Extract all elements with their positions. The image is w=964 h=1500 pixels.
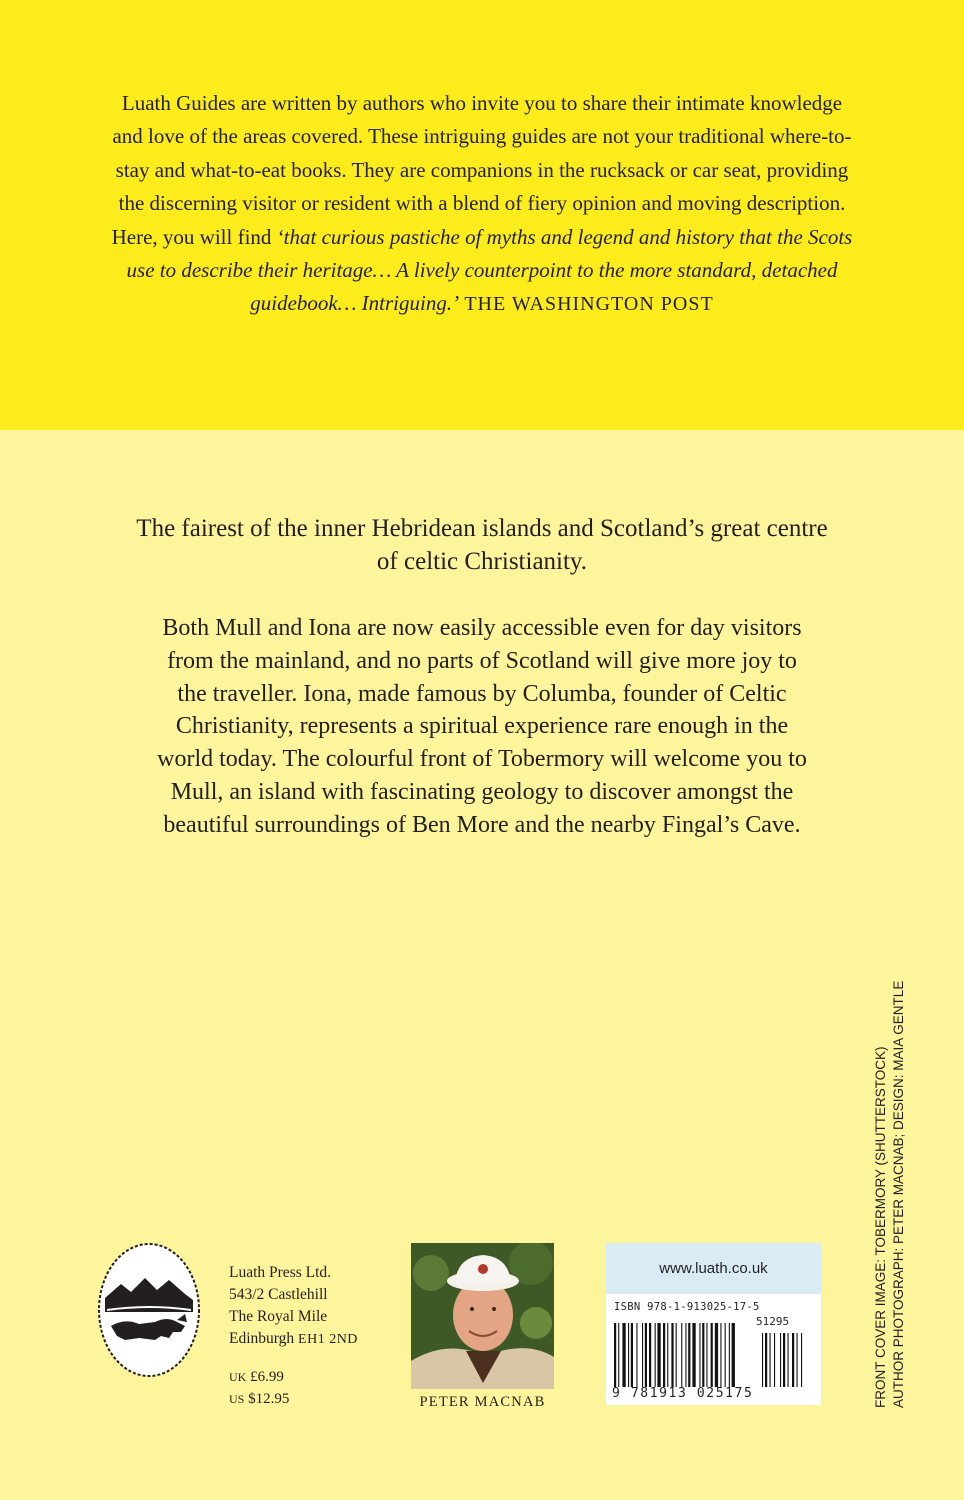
barcode-addon-bar <box>765 1333 767 1387</box>
barcode-addon-bar <box>792 1333 794 1387</box>
credit-author-photo-design: AUTHOR PHOTOGRAPH: PETER MACNAB; DESIGN: MAIA GENTLE <box>891 980 906 1408</box>
barcode-bar <box>732 1323 735 1387</box>
barcode-bar <box>706 1323 707 1387</box>
review-quote: ‘that curious pastiche of myths and legend and history that the Scots use to describe their heritage… A lively counterpoint to the more standard, detached guidebook… Intriguing.’ <box>126 224 853 316</box>
author-portrait-icon <box>411 1243 554 1389</box>
barcode-bar <box>614 1323 616 1387</box>
barcode-bar <box>681 1323 682 1387</box>
price-us <box>229 1388 379 1410</box>
barcode-box <box>606 1243 821 1405</box>
prices <box>229 1366 379 1410</box>
barcode-bar <box>628 1323 629 1387</box>
barcode-bar <box>663 1323 665 1387</box>
barcode-bar <box>711 1323 713 1387</box>
barcode-bar <box>729 1323 730 1387</box>
tagline: The fairest of the inner Hebridean islands and Scotland’s great centre of celtic Christianity. <box>136 515 828 575</box>
barcode-addon-bar <box>797 1333 798 1387</box>
publisher-name: Luath Press Ltd. <box>229 1264 332 1281</box>
barcode-bar <box>655 1323 656 1387</box>
price-us-label: US <box>229 1392 245 1406</box>
barcode-bar <box>631 1323 633 1387</box>
barcode-bar <box>671 1323 673 1387</box>
publisher-address <box>229 1262 399 1351</box>
barcode-addon-bar <box>801 1333 802 1387</box>
barcode-addon-bar <box>770 1333 771 1387</box>
publisher-city-line <box>229 1328 399 1351</box>
blurb: Both Mull and Iona are now easily accessible even for day visitors from the mainland, and no parts of Scotland will give more joy to the traveller. Iona, made famous by Columba, founder of Celtic Christianity, represents a spiritual experience rare enough in the world today. The colourful front of Tobermory will welcome you to Mull, an island with fascinating geology to discover amongst the beautiful surroundings of Ben More and the nearby Fingal’s Cave. <box>157 615 807 838</box>
price-uk-value: £6.99 <box>250 1369 284 1385</box>
barcode-addon-bar <box>774 1333 775 1387</box>
barcode-addon-bar <box>762 1333 763 1387</box>
luath-logo-icon <box>95 1240 203 1380</box>
barcode-addon-bar <box>783 1333 785 1387</box>
author-name: PETER MACNAB <box>419 1394 546 1410</box>
barcode-bar <box>685 1323 686 1387</box>
intro-text: Luath Guides are written by authors who invite you to share their intimate knowledge and love of the areas covered. These intriguing guides are not your traditional where-to-stay and what-to-eat books. They are companions in the rucksack or car seat, providing the discerning visitor or resident with a blend of fiery opinion and moving description. Here, you will find <box>111 91 852 249</box>
price-us-value: $12.95 <box>248 1391 290 1407</box>
barcode-icon <box>614 1323 814 1387</box>
barcode-bar <box>676 1323 677 1387</box>
publisher-area: The Royal Mile <box>229 1308 328 1325</box>
series-intro <box>110 87 854 322</box>
credit-front-cover: FRONT COVER IMAGE: TOBERMORY (SHUTTERSTOCK) <box>873 1046 888 1408</box>
barcode-bar <box>649 1323 651 1387</box>
barcode-bar <box>699 1323 700 1387</box>
barcode-price-code: 51295 <box>756 1315 790 1328</box>
barcode-bar <box>692 1323 695 1387</box>
barcode-bar <box>622 1323 625 1387</box>
barcode-bar <box>636 1323 637 1387</box>
barcode-bar <box>618 1323 619 1387</box>
cover-credits <box>872 980 908 1408</box>
barcode-addon-bar <box>780 1333 781 1387</box>
barcode-bar <box>702 1323 704 1387</box>
publisher-postcode: EH1 2ND <box>298 1332 358 1347</box>
barcode-bar <box>642 1323 643 1387</box>
quote-source: THE WASHINGTON POST <box>464 293 714 316</box>
barcode-bar <box>657 1323 660 1387</box>
barcode-bar <box>645 1323 647 1387</box>
barcode-addon-bar <box>788 1333 789 1387</box>
website-url: www.luath.co.uk <box>606 1243 821 1294</box>
barcode-bar <box>667 1323 668 1387</box>
publisher-street: 543/2 Castlehill <box>229 1286 328 1303</box>
author-photo <box>411 1243 554 1389</box>
isbn-digits: 9 781913 025175 <box>612 1386 754 1401</box>
barcode-bar <box>720 1323 721 1387</box>
publisher-city: Edinburgh <box>229 1330 295 1347</box>
price-uk <box>229 1366 379 1388</box>
barcode-bar <box>688 1323 690 1387</box>
barcode-bar <box>725 1323 726 1387</box>
barcode-bar <box>715 1323 718 1387</box>
isbn-label: ISBN 978-1-913025-17-5 <box>614 1301 760 1313</box>
price-uk-label: UK <box>229 1370 247 1384</box>
